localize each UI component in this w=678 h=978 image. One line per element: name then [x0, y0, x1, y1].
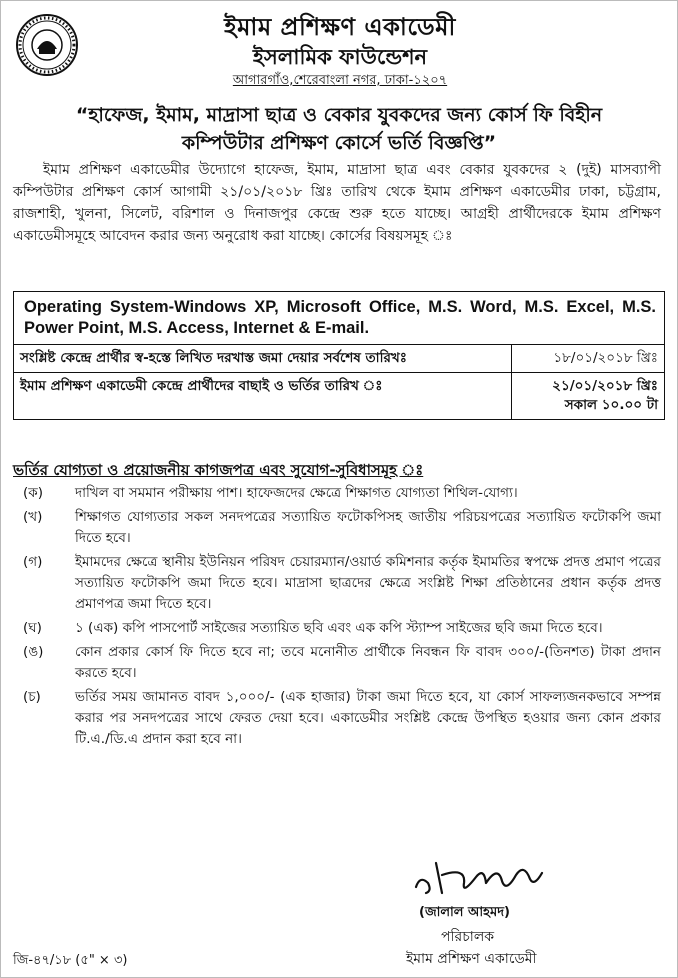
item-text: ভর্তির সময় জামানত বাবদ ১,০০০/- (এক হাজার) টাকা জমা দিতে হবে, যা কোর্স সাফল্যজনকভাবে সম্পন্ন করার পর সনদপত্রের সাথে ফেরত দেয়া হবে। একাডেমীর সংশ্লিষ্ট কেন্দ্রে উপস্থিত হওয়ার জন্য কোন প্রকার টি.এ./ডি.এ প্রদান করা হবে না। — [75, 689, 661, 747]
item-text: ১ (এক) কপি পাসপোর্ট সাইজের সত্যায়িত ছবি এবং এক কপি স্ট্যাম্প সাইজের ছবি জমা দিতে হবে। — [75, 620, 603, 636]
item-marker: (চ) — [23, 689, 41, 705]
notice-title — [19, 101, 659, 157]
signatory-name: (জালাল আহমদ) — [419, 905, 510, 920]
deadline-label: সংশ্লিষ্ট কেন্দ্রে প্রার্থীর স্ব-হস্তে লিখিত দরখাস্ত জমা দেয়ার সর্বশেষ তারিখঃ — [14, 345, 512, 372]
title-line-1: “হাফেজ, ইমাম, মাদ্রাসা ছাত্র ও বেকার যুবকদের জন্য কোর্স ফি বিহীন — [75, 104, 603, 126]
address — [1, 71, 678, 92]
list-item — [13, 618, 661, 639]
list-item — [13, 687, 661, 750]
foundation-name: ইসলামিক ফাউন্ডেশন — [252, 45, 428, 69]
item-text: ইমামদের ক্ষেত্রে স্থানীয় ইউনিয়ন পরিষদ চেয়ারম্যান/ওয়ার্ড কমিশনার কর্তৃক ইমামতির স্বপক্ষে প্রদত্ত প্রমাণ পত্রের সত্যায়িত ফটোকপি জমা দিতে হবে। মাদ্রাসা ছাত্রদের ক্ষেত্রে সংশ্লিষ্ট শিক্ষা প্রতিষ্ঠানের প্রধান কর্তৃক প্রদত্ত প্রমাণপত্র জমা দিতে হবে। — [75, 554, 661, 612]
item-marker: (ঘ) — [23, 620, 42, 636]
item-text: শিক্ষাগত যোগ্যতার সকল সনদপত্রের সত্যায়িত ফটোকপিসহ জাতীয় পরিচয়পত্রের সত্যায়িত ফটোকপি জমা দিতে হবে। — [75, 509, 661, 546]
item-text: কোন প্রকার কোর্স ফি দিতে হবে না; তবে মনোনীত প্রার্থীকে নিবন্ধন ফি বাবদ ৩০০/-(তিনশত) টাকা প্রদান করতে হবে। — [75, 644, 661, 681]
reference-code: জি-৪৭/১৮ (৫" × ৩) — [13, 953, 128, 968]
item-text: দাখিল বা সমমান পরীক্ষায় পাশ। হাফেজদের ক্ষেত্রে শিক্ষাগত যোগ্যতা শিথিল-যোগ্য। — [75, 485, 518, 501]
item-marker: (ক) — [23, 485, 43, 501]
list-item — [13, 642, 661, 684]
selection-label: ইমাম প্রশিক্ষণ একাডেমী কেন্দ্রে প্রার্থীদের বাছাই ও ভর্তির তারিখ ঃ — [14, 373, 512, 419]
intro-paragraph: ইমাম প্রশিক্ষণ একাডেমীর উদ্যোগে হাফেজ, ইমাম, মাদ্রাসা ছাত্র এবং বেকার যুবকদের ২ (দুই) মাসব্যাপী কম্পিউটার প্রশিক্ষণ কোর্স আগামী ২১/০১/২০১৮ খ্রিঃ তারিখ থেকে ইমাম প্রশিক্ষণ একাডেমীর ঢাকা, চট্টগ্রাম, রাজশাহী, খুলনা, সিলেট, বরিশাল ও দিনাজপুর কেন্দ্রে শুরু হতে যাচ্ছে। আগ্রহী প্রার্থীদেরকে ইমাম প্রশিক্ষণ একাডেমীসমূহে আবেদন করার জন্য অনুরোধ করা যাচ্ছে। কোর্সের বিষয়সমূহ ঃ — [13, 162, 661, 244]
address-text: আগারগাঁও,শেরেবাংলা নগর, ঢাকা-১২০৭ — [232, 73, 448, 88]
eligibility-heading: ভর্তির যোগ্যতা ও প্রয়োজনীয় কাগজপত্র এবং সুযোগ-সুবিধাসমূহ ঃ — [13, 461, 424, 479]
selection-value: ২১/০১/২০১৮ খ্রিঃ সকাল ১০.০০ টা — [552, 378, 658, 413]
deadline-row — [14, 345, 664, 373]
item-marker: (ঙ) — [23, 644, 44, 660]
selection-row — [14, 373, 664, 419]
course-subjects: Operating System-Windows XP, Microsoft Office, M.S. Word, M.S. Excel, M.S. Power Point, M.S. Access, Internet & E-mail. — [14, 292, 664, 345]
list-item — [13, 552, 661, 615]
signatory-role: পরিচালক — [441, 929, 495, 945]
eligibility-list — [13, 483, 661, 753]
header — [1, 7, 678, 87]
signature-icon — [406, 853, 546, 901]
list-item — [13, 483, 661, 504]
signatory-org: ইমাম প্রশিক্ষণ একাডেমী — [406, 951, 537, 967]
item-marker: (গ) — [23, 554, 43, 570]
course-box — [13, 291, 665, 420]
list-item — [13, 507, 661, 549]
title-line-2: কম্পিউটার প্রশিক্ষণ কোর্সে ভর্তি বিজ্ঞপ্তি” — [181, 132, 497, 154]
org-name: ইমাম প্রশিক্ষণ একাডেমী — [224, 13, 456, 41]
deadline-value: ১৮/০১/২০১৮ খ্রিঃ — [553, 350, 658, 366]
item-marker: (খ) — [23, 509, 43, 525]
